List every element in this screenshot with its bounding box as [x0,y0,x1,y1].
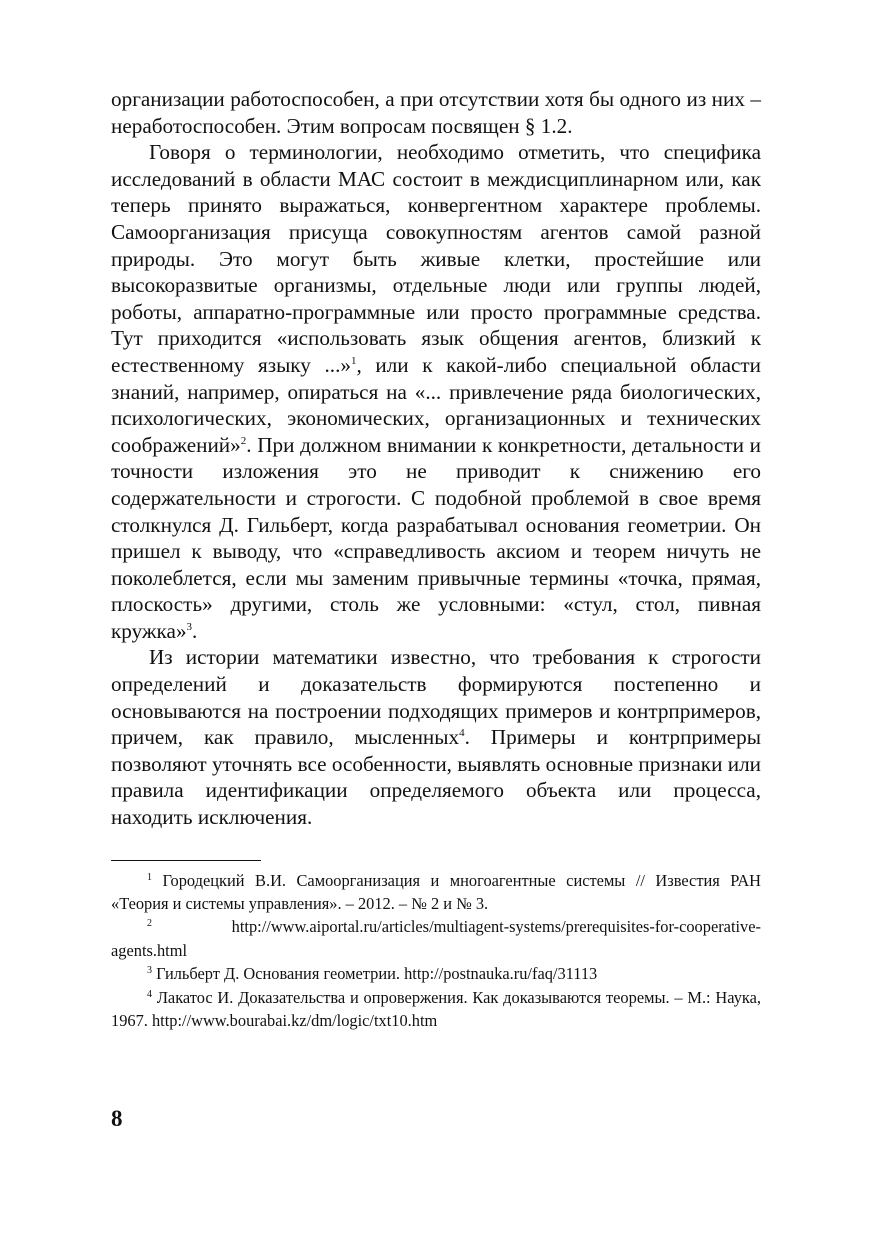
page-number: 8 [111,1106,123,1131]
paragraph-2-part-a: Говоря о терминологии, необходимо отметить, что специфика исследований в области МАС состоит в междисциплинарном или, как теперь принято выражаться, конвергентном характере проблемы. Самоорганизация присуща совокупностям агентов самой разной природы. Это могут быть живые клетки, простейшие или высокоразвитые организмы, отдельные люди или группы людей, роботы, аппаратно-программные или просто программные средства. Тут приходится «использовать язык общения агентов, близкий к естественному языку ...» [111,140,761,377]
footnote-ref-4: 4 [459,727,465,740]
footnote-2 [111,915,761,962]
footnote-4 [111,986,761,1033]
paragraph-3-part-a: Из истории математики известно, что требования к строгости определений и доказательств формируются постепенно и основываются на построении подходящих примеров и контрпримеров, причем, как правило, мысленных [111,645,761,750]
footnote-4-number: 4 [147,988,152,1000]
footnotes [111,869,761,1033]
paragraph-2-part-d: . [192,618,198,643]
paragraph-2-part-b: , или к какой-либо специальной области знаний, например, опираться на «... привлечение ряда биологических, психологических, экономических, организационных и технических соображений» [111,352,761,457]
footnote-1-text: Городецкий В.И. Самоорганизация и многоагентные системы // Известия РАН «Теория и системы управления». – 2012. – № 2 и № 3. [111,870,761,914]
book-page [111,86,761,1032]
footnote-2-number: 2 [147,918,152,930]
footnote-1-number: 1 [147,871,152,883]
footnote-2-text: http://www.aiportal.ru/articles/multiagent-systems/prerequisites-for-cooperative-agents.html [111,917,761,960]
paragraph-2-part-c: . При должном внимании к конкретности, детальности и точности изложения это не приводит к снижению его содержательности и строгости. С подобной проблемой в свое время столкнулся Д. Гильберт, когда разрабатывал основания геометрии. Он пришел к выводу, что «справедливость аксиом и теорем ничуть не поколеблется, если мы заменим привычные термины «точка, прямая, плоскость» другими, столь же условными: «стул, стол, пивная кружка» [111,432,761,643]
main-text [111,86,761,831]
footnote-ref-3: 3 [186,620,193,633]
footnote-3-number: 3 [147,965,152,977]
footnote-3 [111,962,761,985]
footnote-4-text: Лакатос И. Доказательства и опровержения. Как доказываются теоремы. – М.: Наука, 1967. http://www.bourabai.kz/dm/logic/txt10.htm [111,987,761,1031]
footnote-divider [111,860,261,861]
paragraph-2 [111,139,761,644]
footnote-1 [111,869,761,916]
paragraph-3 [111,644,761,830]
footnote-3-text: Гильберт Д. Основания геометрии. http://postnauka.ru/faq/31113 [156,964,598,984]
footnote-ref-1: 1 [350,354,357,367]
paragraph-3-part-b: . Примеры и контрпримеры позволяют уточнять все особенности, выявлять основные признаки или правила идентификации определяемого объекта или процесса, находить исключения. [111,725,761,830]
footnote-ref-2: 2 [240,434,247,447]
paragraph-1: организации работоспособен, а при отсутствии хотя бы одного из них – неработоспособен. Этим вопросам посвящен § 1.2. [111,87,761,138]
